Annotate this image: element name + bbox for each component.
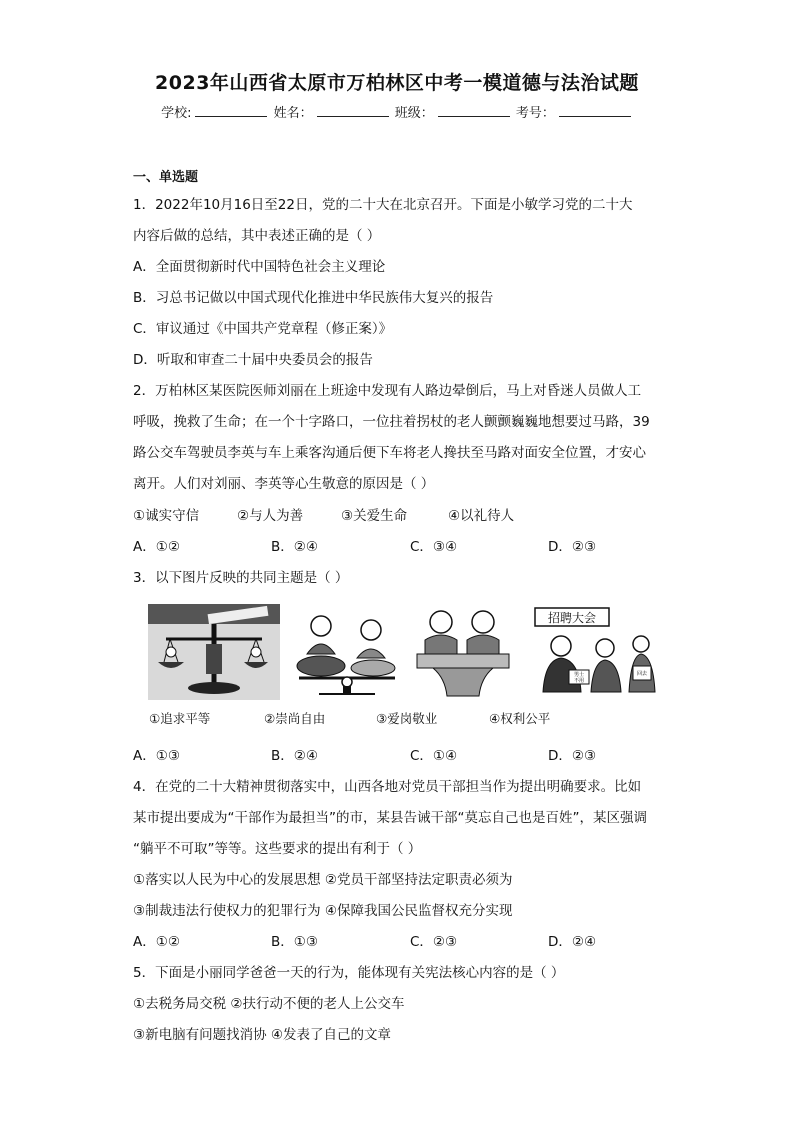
name-label: 姓名： (273, 106, 313, 121)
q1-option-b: B．习总书记做以中国式现代化推进中华民族伟大复兴的报告 (133, 290, 494, 306)
number-blank[interactable] (559, 104, 631, 117)
q2-option-b: B．②④ (271, 539, 318, 555)
q3-caption-3: ③爱岗敬业 (376, 711, 438, 726)
q3-caption-1: ①追求平等 (149, 711, 211, 726)
q5-choices-line1: ①去税务局交税 ②扶行动不便的老人上公交车 (133, 996, 405, 1012)
q1-option-a: A．全面贯彻新时代中国特色社会主义理论 (133, 259, 386, 275)
q2-option-d: D．②③ (548, 539, 597, 555)
q2-stem-line1: 2．万柏林区某医院医师刘丽在上班途中发现有人路边晕倒后，马上对昏迷人员做人工 (133, 383, 642, 399)
q4-choices-line2: ③制裁违法行使权力的犯罪行为 ④保障我国公民监督权充分实现 (133, 903, 513, 919)
q4-option-d: D．②④ (548, 934, 597, 950)
q3-options (133, 744, 663, 764)
q3-caption-2: ②崇尚自由 (264, 711, 326, 726)
name-blank[interactable] (317, 104, 389, 117)
q1-stem-line1: 1．2022年10月16日至22日，党的二十大在北京召开。下面是小敏学习党的二十大 (133, 197, 633, 213)
q4-stem-line3: “躺平不可取”等等。这些要求的提出有利于（ ） (133, 841, 422, 857)
q2-choice-4: ④以礼待人 (448, 508, 515, 524)
q3-stem: 3．以下图片反映的共同主题是（ ） (133, 570, 349, 586)
q2-choices (133, 504, 663, 524)
q2-stem-line2: 呼吸，挽救了生命；在一个十字路口，一位拄着拐杖的老人颤颤巍巍地想要过马路，39 (133, 414, 650, 430)
q2-options (133, 535, 663, 555)
q3-caption-4: ④权利公平 (489, 711, 551, 726)
q5-choices-line2: ③新电脑有问题找消协 ④发表了自己的文章 (133, 1027, 391, 1043)
q4-option-b: B．①③ (271, 934, 318, 950)
section-heading: 一、单选题 (133, 170, 199, 185)
q1-option-d: D．听取和审查二十届中央委员会的报告 (133, 352, 373, 368)
q2-option-a: A．①② (133, 539, 180, 555)
school-label: 学校: (161, 106, 192, 121)
q4-stem-line2: 某市提出要成为“干部作为最担当”的市，某县告诫干部“莫忘自己也是百姓”，某区强调 (133, 810, 647, 826)
q2-stem-line4: 离开。人们对刘丽、李英等心生敬意的原因是（ ） (133, 476, 435, 492)
q2-stem-line3: 路公交车驾驶员李英与车上乘客沟通后便下车将老人搀扶至马路对面安全位置，才安心 (133, 445, 646, 461)
q2-option-c: C．③④ (410, 539, 458, 555)
q4-choices-line1: ①落实以人民为中心的发展思想 ②党员干部坚持法定职责必须为 (133, 872, 513, 888)
class-blank[interactable] (438, 104, 510, 117)
exam-title: 2023年山西省太原市万柏林区中考一模道德与法治试题 (155, 72, 639, 94)
school-blank[interactable] (195, 104, 267, 117)
class-label: 班级： (394, 106, 434, 121)
banner-text: 招聘大会 (547, 611, 597, 625)
q2-choice-2: ②与人为善 (237, 508, 304, 524)
balance-people-image (291, 604, 403, 700)
scale-cartoon-image (148, 604, 280, 700)
number-label: 考号： (515, 106, 555, 121)
sign-text-2: 回去 (636, 671, 648, 677)
recruitment-fair-image (525, 604, 661, 700)
q2-choice-1: ①诚实守信 (133, 508, 200, 524)
q1-stem-line2: 内容后做的总结，其中表述正确的是（ ） (133, 228, 381, 244)
q3-option-b: B．②④ (271, 748, 318, 764)
q3-option-d: D．②③ (548, 748, 597, 764)
q4-option-a: A．①② (133, 934, 180, 950)
q2-choice-3: ③关爱生命 (341, 508, 408, 524)
q5-stem: 5．下面是小丽同学爸爸一天的行为，能体现有关宪法核心内容的是（ ） (133, 965, 565, 981)
q4-stem-line1: 4．在党的二十大精神贯彻落实中，山西各地对党员干部担当作为提出明确要求。比如 (133, 779, 642, 795)
q3-option-c: C．①④ (410, 748, 458, 764)
q1-option-c: C．审议通过《中国共产党章程（修正案）》 (133, 321, 393, 337)
q4-options (133, 930, 663, 950)
student-info-line (0, 102, 794, 121)
q4-option-c: C．②③ (410, 934, 458, 950)
sign-text-1: 男士不用 (573, 672, 585, 684)
pedestal-figures-image (413, 604, 513, 700)
q3-option-a: A．①③ (133, 748, 180, 764)
